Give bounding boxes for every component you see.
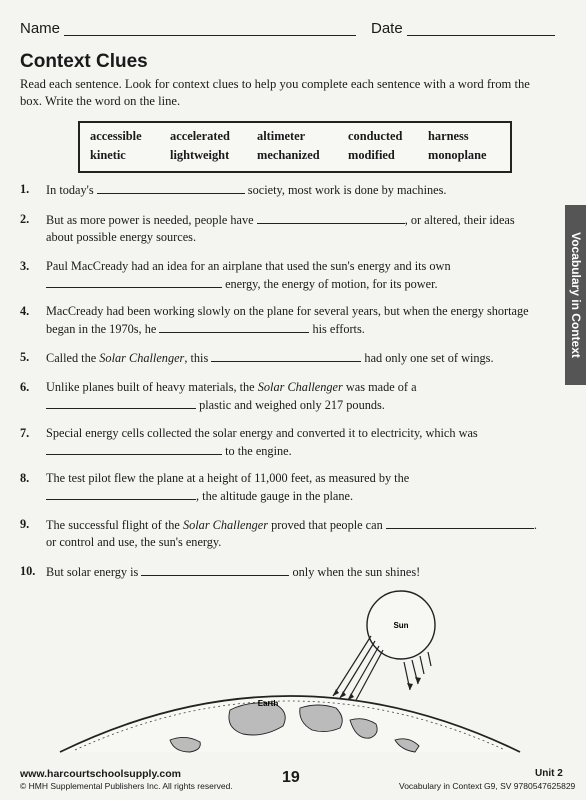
word-conducted: conducted	[348, 129, 403, 143]
question-4	[20, 303, 540, 338]
question-number: 4.	[20, 304, 30, 318]
question-text: The successful flight of the	[46, 518, 180, 532]
word-kinetic: kinetic	[90, 148, 126, 162]
question-number: 10.	[20, 564, 36, 578]
question-text: Solar Challenger	[182, 518, 269, 532]
word-accelerated: accelerated	[170, 129, 230, 143]
question-text: MacCready had been working slowly on the plane for several years, but when the energy shortage	[46, 304, 529, 318]
sun-label: Sun	[393, 621, 409, 630]
word-modified: modified	[348, 148, 395, 162]
question-number: 8.	[20, 471, 30, 485]
page-title: Context Clues	[20, 51, 148, 72]
word-accessible: accessible	[90, 129, 142, 143]
earth-icon	[60, 696, 520, 752]
answer-blank[interactable]	[46, 396, 196, 409]
question-text: about possible energy sources.	[46, 230, 197, 244]
question-number: 9.	[20, 517, 30, 531]
question-number: 7.	[20, 426, 30, 440]
footer-website: www.harcourtschoolsupply.com	[20, 768, 182, 780]
question-text: Called the	[46, 351, 97, 365]
question-text: had only one set of wings.	[364, 351, 494, 365]
question-text: Unlike planes built of heavy materials, the	[46, 380, 255, 394]
question-number: 2.	[20, 212, 30, 226]
question-number: 6.	[20, 380, 30, 394]
side-tab-label: Vocabulary in Context	[568, 232, 583, 358]
question-text: his efforts.	[312, 322, 365, 336]
word-box	[78, 121, 512, 173]
question-text: society, most work is done by machines.	[247, 183, 447, 197]
question-text: plastic and weighed only 217 pounds.	[199, 398, 385, 412]
question-text: only when the sun shines!	[292, 565, 421, 579]
instructions: Read each sentence. Look for context clues to help you complete each sentence with a word from the box. Write the word on the line.	[20, 77, 530, 108]
question-5	[20, 349, 540, 367]
answer-blank[interactable]	[159, 320, 309, 333]
word-harness: harness	[428, 129, 469, 143]
answer-blank[interactable]	[211, 349, 361, 362]
answer-blank[interactable]	[386, 516, 534, 529]
question-9	[20, 516, 540, 551]
name-label: Name	[20, 20, 61, 37]
answer-blank[interactable]	[46, 275, 222, 288]
word-altimeter: altimeter	[257, 129, 306, 143]
question-text: , the altitude gauge in the plane.	[196, 489, 354, 503]
word-mechanized: mechanized	[257, 148, 320, 162]
question-number: 3.	[20, 259, 30, 273]
date-field[interactable]	[407, 35, 555, 36]
answer-blank[interactable]	[257, 211, 405, 224]
question-text: to the engine.	[225, 444, 292, 458]
question-3	[20, 258, 540, 293]
page-number: 19	[282, 769, 300, 786]
word-lightweight: lightweight	[170, 148, 230, 162]
name-field[interactable]	[64, 35, 356, 36]
question-8	[20, 470, 540, 505]
question-text: proved that people can	[271, 518, 383, 532]
question-text: began in the 1970s, he	[46, 322, 157, 336]
answer-blank[interactable]	[46, 487, 196, 500]
answer-blank[interactable]	[97, 181, 245, 194]
question-text: Solar Challenger	[99, 351, 185, 365]
word-monoplane: monoplane	[428, 148, 487, 162]
answer-blank[interactable]	[46, 442, 222, 455]
answer-blank[interactable]	[141, 563, 289, 576]
question-text: The test pilot flew the plane at a height of 11,000 feet, as measured by the	[46, 471, 410, 485]
question-text: was made of a	[345, 380, 417, 394]
question-1	[20, 181, 540, 199]
question-6	[20, 379, 540, 414]
question-number: 1.	[20, 182, 30, 196]
question-text: energy, the energy of motion, for its power.	[225, 277, 438, 291]
question-text: or control and use, the sun's energy.	[46, 535, 222, 549]
question-text: Paul MacCready had an idea for an airplane that used the sun's energy and its own	[46, 259, 451, 273]
question-text: Special energy cells collected the solar energy and converted it to electricity, which was	[46, 426, 478, 440]
question-text: .	[533, 518, 537, 532]
question-7	[20, 425, 540, 460]
date-label: Date	[371, 20, 403, 37]
question-text: But as more power is needed, people have	[46, 213, 254, 227]
question-text: , this	[184, 351, 209, 365]
question-number: 5.	[20, 350, 30, 364]
question-text: , or altered, their ideas	[404, 213, 515, 227]
sun-earth-illustration	[0, 580, 586, 760]
question-text: But solar energy is	[46, 565, 139, 579]
footer-copyright: © HMH Supplemental Publishers Inc. All rights reserved.	[20, 781, 233, 791]
earth-label: Earth	[257, 699, 279, 708]
footer-unit: Unit 2	[535, 768, 563, 779]
question-10	[20, 563, 540, 581]
question-text: In today's	[46, 183, 94, 197]
question-text: Solar Challenger	[257, 380, 343, 394]
question-2	[20, 211, 540, 246]
side-tab	[565, 205, 586, 385]
footer-book: Vocabulary in Context G9, SV 9780547625829	[399, 781, 576, 791]
